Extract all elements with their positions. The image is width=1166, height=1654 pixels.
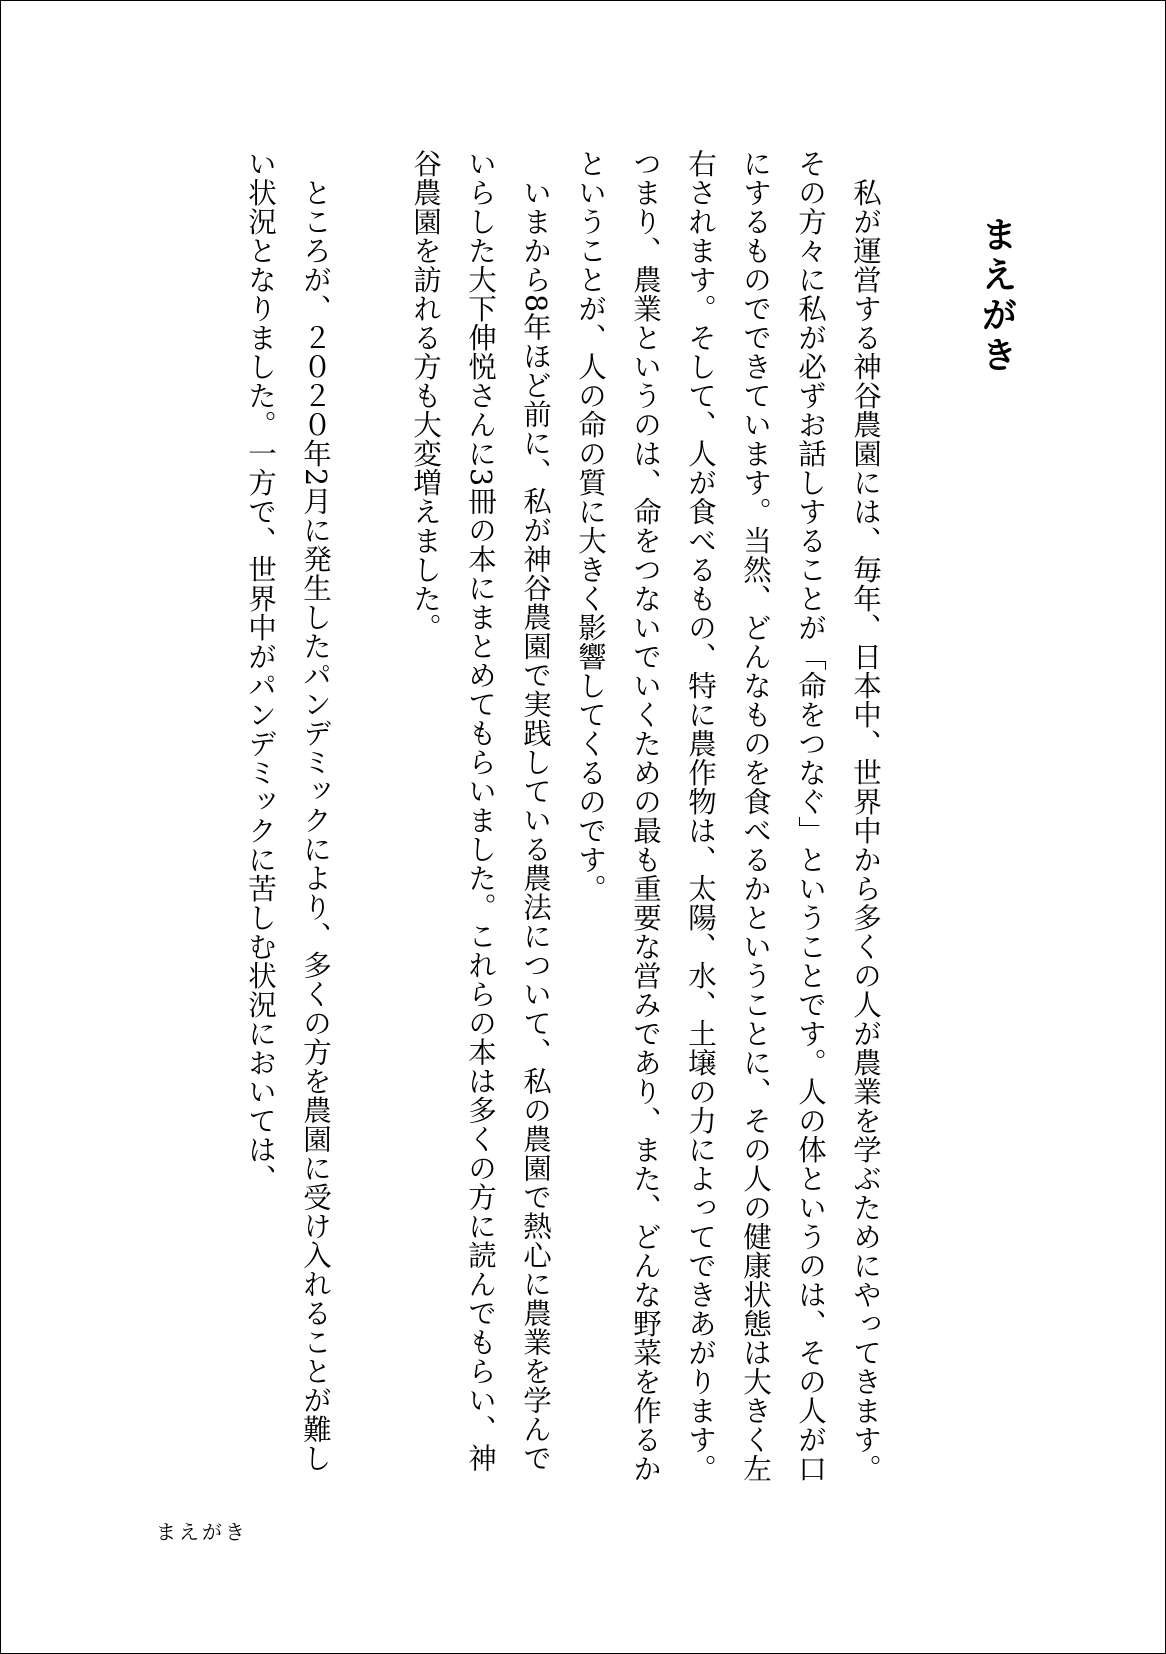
body-text [178, 149, 893, 1484]
running-footer: まえがき [156, 1520, 248, 1544]
paragraph-3: ところが、２０２０年2月に発生したパンデミックにより、多くの方を農園に受け入れることが難しい状況となりました。一方で、世界中がパンデミックに苦しむ状況においては、 [244, 149, 332, 1473]
page-title: まえがき [976, 216, 1018, 376]
paragraph-1: 私が運営する神谷農園には、毎年、日本中、世界中から多くの人が農業を学ぶためにやってきます。その方々に私が必ずお話しすることが「命をつなぐ」ということです。人の体というのは、その人が口にするものでできています。当然、どんなものを食べるかということに、その人の健康状態は大きく左右されます。そして、人が食べるもの、特に農作物は、太陽、水、土壌の力によってできあがります。つまり、農業というのは、命をつないでいくための最も重要な営みであり、また、どんな野菜を作るかということが、人の命の質に大きく影響してくるのです。 [574, 149, 882, 1483]
paragraph-2: いまから8年ほど前に、私が神谷農園で実践している農法について、私の農園で熱心に農業を学んでいらした大下伸悦さんに3冊の本にまとめてもらいました。これらの本は多くの方に読んでもらい、神谷農園を訪れる方も大変増えました。 [409, 149, 552, 1473]
